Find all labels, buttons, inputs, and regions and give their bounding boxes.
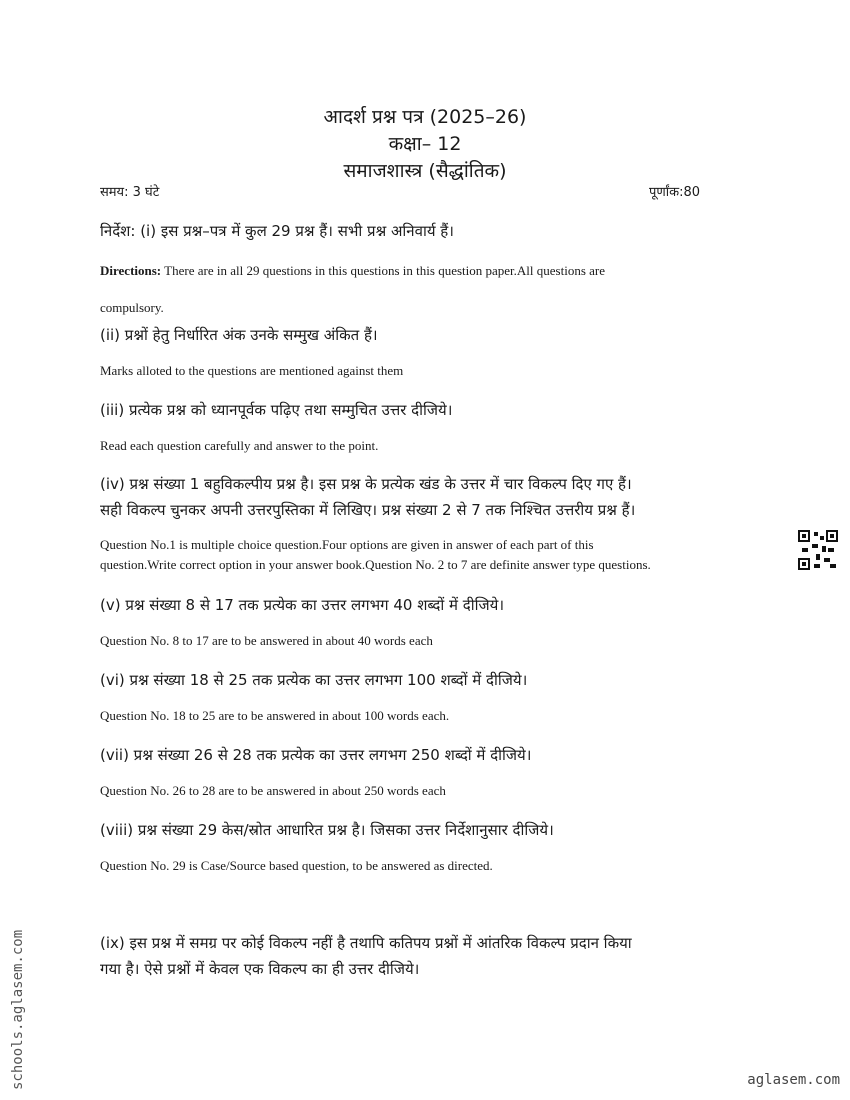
instruction-ix-hindi-2: गया है। ऐसे प्रश्नों में केवल एक विकल्प का ही उत्तर दीजिये। bbox=[100, 960, 420, 978]
instruction-i-english bbox=[100, 263, 605, 279]
instruction-iv-english-1: Question No.1 is multiple choice question.Four options are given in answer of each part of this bbox=[100, 537, 594, 552]
class-label: कक्षा– 12 bbox=[388, 133, 462, 155]
instruction-ii-english: Marks alloted to the questions are mentioned against them bbox=[100, 363, 404, 378]
instruction-iv-english-2: question.Write correct option in your answer book.Question No. 2 to 7 are definite answer type questions. bbox=[100, 557, 651, 572]
instruction-v-hindi: (v) प्रश्न संख्या 8 से 17 तक प्रत्येक का उत्तर लगभग 40 शब्दों में दीजिये। bbox=[100, 596, 505, 614]
qr-code-icon bbox=[798, 530, 838, 570]
instruction-vii-hindi: (vii) प्रश्न संख्या 26 से 28 तक प्रत्येक का उत्तर लगभग 250 शब्दों में दीजिये। bbox=[100, 746, 532, 764]
time-label: समय: 3 घंटे bbox=[100, 185, 160, 200]
directions-text: There are in all 29 questions in this questions in this question paper.All questions are bbox=[161, 263, 606, 278]
max-marks: पूर्णांक:80 bbox=[649, 185, 701, 200]
instruction-iv-hindi-2: सही विकल्प चुनकर अपनी उत्तरपुस्तिका में लिखिए। प्रश्न संख्या 2 से 7 तक निश्चित उत्तरीय प्रश्न हैं। bbox=[100, 501, 636, 519]
instruction-i-hindi: निर्देश: (i) इस प्रश्न–पत्र में कुल 29 प्रश्न हैं। सभी प्रश्न अनिवार्य हैं। bbox=[100, 222, 454, 240]
instruction-vii-english: Question No. 26 to 28 are to be answered in about 250 words each bbox=[100, 783, 446, 798]
instruction-iii-english: Read each question carefully and answer to the point. bbox=[100, 438, 379, 453]
instruction-iv-hindi-1: (iv) प्रश्न संख्या 1 बहुविकल्पीय प्रश्न है। इस प्रश्न के प्रत्येक खंड के उत्तर में चार विकल्प दिए गए हैं। bbox=[100, 475, 632, 493]
instruction-ix-hindi-1: (ix) इस प्रश्न में समग्र पर कोई विकल्प नहीं है तथापि कतिपय प्रश्नों में आंतरिक विकल्प प्रदान किया bbox=[100, 934, 632, 952]
paper-title: आदर्श प्रश्न पत्र (2025–26) bbox=[323, 106, 527, 128]
instruction-ii-hindi: (ii) प्रश्नों हेतु निर्धारित अंक उनके सम्मुख अंकित हैं। bbox=[100, 326, 378, 344]
side-watermark: schools.aglasem.com bbox=[10, 929, 26, 1090]
directions-label: Directions: bbox=[100, 263, 162, 278]
instruction-viii-hindi: (viii) प्रश्न संख्या 29 केस/स्रोत आधारित प्रश्न है। जिसका उत्तर निर्देशानुसार दीजिये। bbox=[100, 821, 554, 839]
instruction-i-english-cont: compulsory. bbox=[100, 300, 164, 315]
instruction-vi-hindi: (vi) प्रश्न संख्या 18 से 25 तक प्रत्येक का उत्तर लगभग 100 शब्दों में दीजिये। bbox=[100, 671, 528, 689]
instruction-iii-hindi: (iii) प्रत्येक प्रश्न को ध्यानपूर्वक पढ़िए तथा सम्मुचित उत्तर दीजिये। bbox=[100, 401, 453, 419]
instruction-vi-english: Question No. 18 to 25 are to be answered in about 100 words each. bbox=[100, 708, 450, 723]
instruction-v-english: Question No. 8 to 17 are to be answered in about 40 words each bbox=[100, 633, 433, 648]
footer-watermark: aglasem.com bbox=[747, 1072, 840, 1088]
subject-title: समाजशास्त्र (सैद्धांतिक) bbox=[343, 160, 507, 182]
instruction-viii-english: Question No. 29 is Case/Source based question, to be answered as directed. bbox=[100, 858, 493, 873]
